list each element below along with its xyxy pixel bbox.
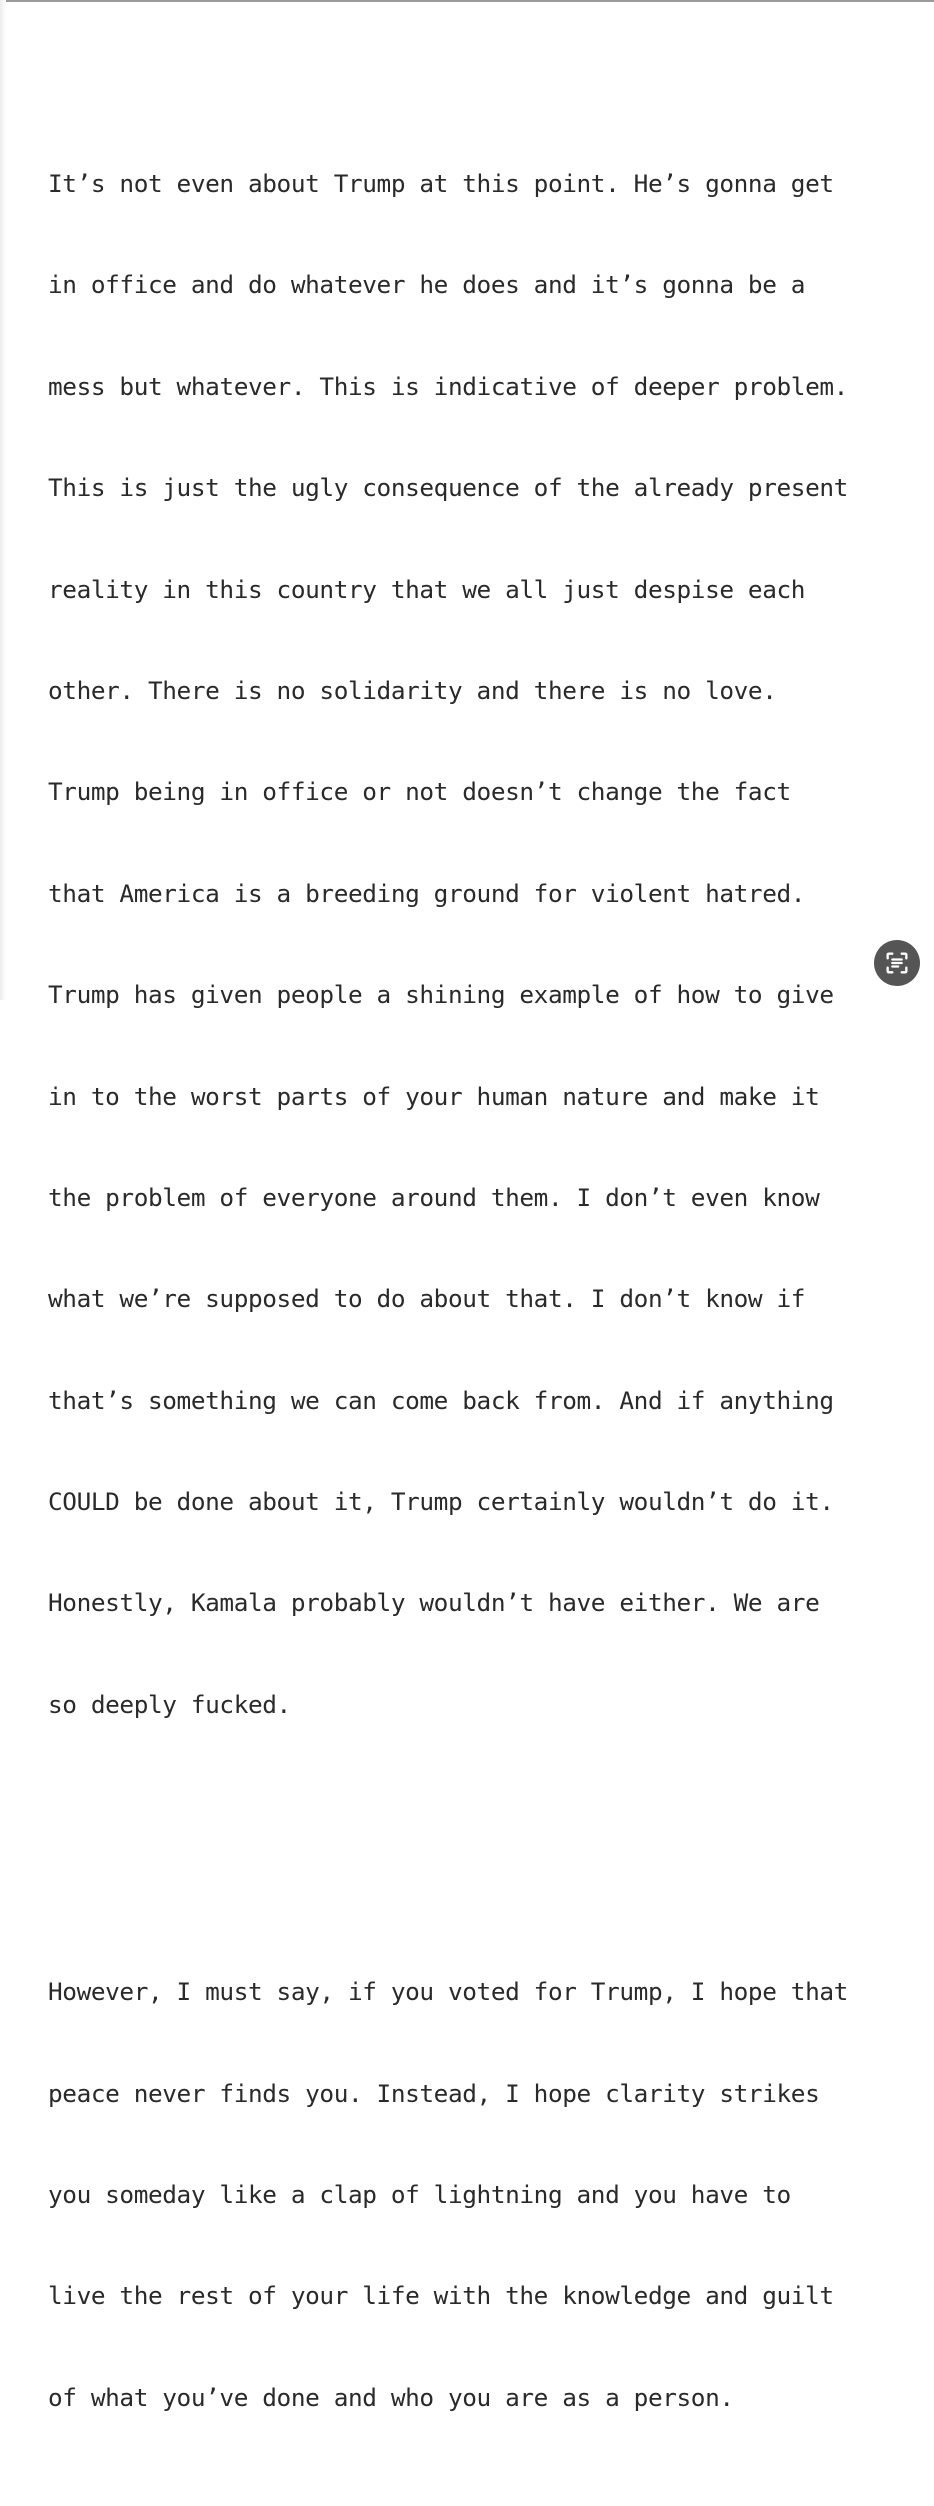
text-line: reality in this country that we all just despise each [48, 574, 806, 604]
text-line: Honestly, Kamala probably wouldn’t have either. We are [48, 1588, 820, 1618]
paragraph-1 [48, 104, 928, 1784]
text-recognition-button[interactable] [874, 940, 920, 986]
text-line: of what you’ve done and who you are as a person. [48, 2382, 734, 2412]
text-line: COULD be done about it, Trump certainly wouldn’t do it. [48, 1487, 834, 1517]
text-line: so deeply fucked. [48, 1689, 291, 1719]
left-edge [0, 0, 6, 1000]
text-recognition-icon [883, 949, 911, 977]
post-text [48, 46, 928, 2506]
text-line: However, I must say, if you voted for Trump, I hope that [48, 1977, 848, 2007]
text-line: what we’re supposed to do about that. I don’t know if [48, 1284, 806, 1314]
paragraph-2 [48, 1912, 928, 2477]
text-line: that’s something we can come back from. And if anything [48, 1385, 834, 1415]
text-line: This is just the ugly consequence of the already present [48, 473, 848, 503]
text-line: that America is a breeding ground for violent hatred. [48, 878, 806, 908]
text-line: mess but whatever. This is indicative of deeper problem. [48, 371, 848, 401]
top-border [0, 0, 934, 2]
text-line: peace never finds you. Instead, I hope clarity strikes [48, 2078, 820, 2108]
text-line: in to the worst parts of your human nature and make it [48, 1081, 820, 1111]
text-line: It’s not even about Trump at this point. He’s gonna get [48, 169, 834, 198]
paragraph-gap [48, 1842, 928, 1854]
text-line: Trump has given people a shining example of how to give [48, 980, 834, 1010]
text-line: live the rest of your life with the knowledge and guilt [48, 2281, 834, 2311]
text-line: other. There is no solidarity and there is no love. [48, 675, 777, 705]
text-line: you someday like a clap of lightning and you have to [48, 2180, 791, 2210]
text-line: in office and do whatever he does and it’s gonna be a [48, 270, 806, 300]
text-line: Trump being in office or not doesn’t change the fact [48, 777, 791, 807]
text-line: the problem of everyone around them. I don’t even know [48, 1182, 820, 1212]
